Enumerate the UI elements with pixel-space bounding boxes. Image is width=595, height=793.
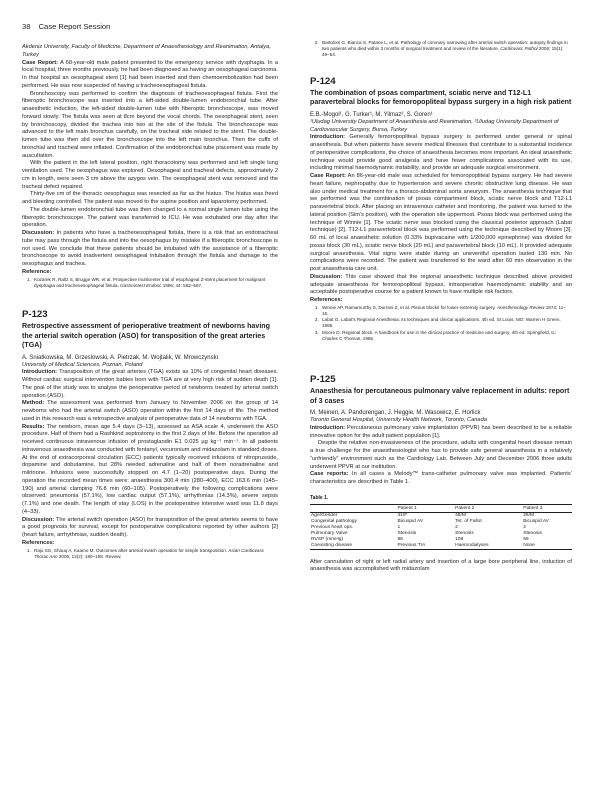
right-column <box>310 40 572 574</box>
reference-item <box>320 305 572 317</box>
p122-case-report-label: Case Report: <box>22 59 59 66</box>
p122-para4: Thirty-five cm of the thoracic oesophagus was resected as far as the hiatus. The hiatus was freed and bleeding controlled. The patient was moved to the supine position and laparotomy performed. <box>22 191 278 205</box>
p123-authors: A. Sniatkowska, M. Grzeslowski, A. Pietrzak, M. Wojtalik, W. Mrowczynski <box>22 354 218 361</box>
table-header-cell: Patient 1 <box>396 504 454 512</box>
p123-results <box>22 424 278 517</box>
table-cell: 46/M <box>455 512 466 518</box>
p123-reference-list <box>22 548 278 560</box>
table-cell: Stenosis <box>455 530 474 536</box>
p122-para5: The double-lumen endobronchial tube was then changed to a normal single lumen tube using the fiberoptic bronchoscope. The patient was transferred to ICU. He was extubated one day after the operation. <box>22 206 278 229</box>
p123-title: Retrospective assessment of perioperative treatment of newborns having the arterial switch operation (ASO) for transposition of the great arteries (TGA) <box>22 321 270 350</box>
p124-id: P-124 <box>310 75 336 87</box>
table-cell: Haemodialyses <box>454 543 522 549</box>
reference-journal: Cardiovasc Pathol <box>500 46 538 52</box>
table-cell: 59 <box>523 536 529 542</box>
p122-para2: Bronchoscopy was performed to confirm the diagnosis of tracheoesophageal fistula. First the fiberoptic bronchoscope was inserted into a left-sided double-lumen endobronchial tube. After anaesthetic induction, the left-sided double-lumen tube with fiberoptic bronchoscope, was moved forward slowly. The fistula was seen at 8cm beyond the vocal chords. The oesophageal stent, seen by bronchoscopy, divided the trachea into two at the site of the fistula. The bronchoscope was advanced to the left main bronchus carefully, on the tracheal side related to the stent. The double-lumen tube was then slid over the bronchoscope into the left main bronchus. Then the cuffs of bronchial and tracheal were inflated. Confirmation of the endobronchial tube placement was made by auscultation. <box>22 90 278 159</box>
table-cell: Coexisting disease <box>310 543 396 549</box>
p125-introduction-label: Introduction: <box>310 424 346 431</box>
p122-discussion-label: Discussion: <box>22 230 55 236</box>
table-title: Table 1. <box>310 494 329 501</box>
p124-introduction-label: Introduction: <box>310 134 346 141</box>
page-number: 38 <box>22 22 31 31</box>
reference-text: Raju SG, Shauq A, Kaamo M. Outcomes after arterial switch operation for simple transposition. <box>34 547 229 553</box>
table-cell: 41/F <box>397 512 408 518</box>
p122-affiliation: Akdeniz University, Faculty of Medicine, Department of Anaesthesiology and Reanimation, Antalya, Turkey <box>22 44 271 58</box>
reference-item <box>320 40 572 59</box>
p124-case-report-text: An 86-year-old male was scheduled for femoropopliteal bypass surgery. He had severe heart failure, nephropathy due to hypertension and severe chronic obstructive lung disease. He was also under medical treatment for a thoraco-abdominal aorta aneurysm. The anaesthesia technique that we performed was the combination of psoas compartment block, sciatic nerve block and T12-L1 paravertebral block. After placing an intravenous catheter and monitoring, the patient was turned to the lateral position (Sim's position), with the operation site uppermost. Psoas block was performed using the technique of Winnie [1]. The sciatic nerve was blocked using the classical posterior approach (Labat technique) [2]. T12-L1 paravertebral block was performed using the technique described by Moore [3]. 60 mL of local anaesthetic solution (0.33% bupivacaine with 1/200,000 epinephrine) was divided for psoas block (30 mL), sciatic nerve block (20 mL) and paravertebral block (10 mL). It provided adequate surgical anaesthesia. Vital signs were stable during an uneventful operation lasted 130 min. No complications were recorded. The patient was transferred to the ward after 60 min observation in the post anaesthesia care unit. <box>310 173 572 273</box>
p124-affiliation: ¹Uludag University Department of Anaesthesia and Reanimation, ²Uludag University Department of Cardiovascular Surgery, Bursa, Turkey <box>310 118 559 133</box>
p122-para3: With the patient in the left lateral position, right thoracotomy was performed and left single lung ventilation used. The oesophagus was explored. Oesophageal and tracheal defects, approximately 2 cm in length, were seen 3 cm above the azygos vein. The oesophageal stent was removed and the tracheal defect repaired. <box>22 160 278 190</box>
table-header-cell <box>310 504 396 512</box>
p123-discussion <box>22 517 278 540</box>
table-cell: Stenosis <box>523 530 542 536</box>
p123-id: P-123 <box>22 308 48 320</box>
p125-para2: Despite the relative non-invasiveness of the procedure, adults with congenital heart disease remain a true challenge for the anaesthesiologist who has to provide safe general anaesthesia in a relatively “unfriendly” environment such as the Cardiology Lab. Between July and December 2006 three adults underwent PPVR at our institution. <box>310 440 572 470</box>
reference-tail: 2006; 15(1): 49–54. <box>322 46 564 58</box>
p124-title: The combination of psoas compartment, sciatic nerve and T12-L1 paravertebral blocks for femoropopliteal bypass surgery in a high risk patient <box>310 88 572 107</box>
reference-tail: 1996; 44: 562–567. <box>161 282 203 288</box>
patient-characteristics-table <box>310 504 572 550</box>
reference-item <box>32 548 278 560</box>
p123-introduction <box>22 369 278 400</box>
p122-reference-label: Reference: <box>22 268 52 275</box>
p125-id: P-125 <box>310 374 336 386</box>
p123-introduction-text: Transposition of the great arteries (TGA) exists as 10% of congenital heart diseases. Without cardiac surgical intervention babies born with TGA are at very high risk of sudden death [1]. The goal of the study was to analyse the perioperative period of newborns treated by arterial switch operation (ASO). <box>22 369 278 399</box>
reference-journal: Anesthesiology Review <box>496 304 545 310</box>
table-header-cell: Patient 2 <box>454 504 522 512</box>
reference-text: Moore D. Regional block. A handbook for use in the clinical practice of medicine and surgery, 4th ed. Springfield, IL: Charles C Thomas, 1965. <box>322 329 557 341</box>
p123-results-label: Results: <box>22 423 45 430</box>
p122-reference-list <box>22 277 278 289</box>
table-cell: Bicuspid AV <box>523 518 549 524</box>
p124-references-label: References: <box>310 297 343 304</box>
table-cell: 2 <box>455 524 458 530</box>
page-header <box>22 22 110 31</box>
p124-introduction <box>310 134 572 173</box>
table-cell: 108 <box>455 536 464 542</box>
table-cell: Tet. of Fallot <box>455 518 482 524</box>
p124-case-report <box>310 173 572 274</box>
p123-method-text: The assessment was performed from January to November 2006 on the group of 14 newborns who had the arterial switch (ASO) operation within the first 14 days of life. The method used in this research was a retrospective analysis of perioperative data of 14 newborns with TGA. <box>22 400 278 422</box>
p125-case-reports-label: Case reports: <box>310 471 349 478</box>
table-row <box>310 543 572 549</box>
reference-text: Kozarek R, Raltz S, Brugge WR, et al. Prospective multicenter trial of esophageal Z-stent placement for malignant dysphagia and tracheoesophageal fistula. <box>34 276 266 288</box>
table-header-row <box>310 504 572 512</box>
p123-method <box>22 400 278 423</box>
p123-discussion-label: Discussion: <box>22 516 55 523</box>
table-header-cell: Patient 3 <box>522 504 572 512</box>
p124-introduction-text: Generally femoropopliteal bypass surgery is performed under general or spinal anaesthesia. But when patients have severe medical illnesses that contribute to a substantial incidence of perioperative complications, the choice of anaesthesia becomes more important. An ideal anaesthetic technique would provide good analgesia and have fewer complications associated with its use, including minimal haemodynamic instability, and provide an adequate surgical environment. <box>310 134 572 172</box>
p123-introduction-label: Introduction: <box>22 369 58 376</box>
p123-method-label: Method: <box>22 400 45 407</box>
p123-results-text: The newborn, mean age 5.4 days (3–13), assessed as ASA scale 4, underwent the ASO procedure. Half of them had a Rashkind septostomy in the first 2 days of life. Before the operation all received continuous intravenous infusion of prostaglandin E1 0.025 µg kg⁻¹ min⁻¹. In all patients intravenous anaesthesia was conducted with fentanyl, vecuronium and midazolam in standard doses. At the end of extracorporeal circulation (ECC) patients typically received infusions of nitroprusside, dopamine and dobutamine, but 28% needed adrenaline and half of them noradrenaline and milrinone. Infusions were successfully stopped on 4.7 (1–20) postoperative days. During the operation the recorded mean times were: anaesthesia 300.4 min (280–400), ECC 163.6 min (145–190) and arterial clamping 76.8 min (60–105). Postoperatively the following complications were observed: pneumonia (57.1%), low cardiac output (57.1%), arrhythmias (14.3%), severe sepsis (7.1%) and one death. The length of stay (LOS) in the postoperative intensive ward was 11.8 days (4–33). <box>22 423 278 515</box>
p123-reference-list-continued <box>310 40 572 59</box>
reference-text: Bartoloni G, Bianca S, Patane L, et al. Pathology of coronary narrowing after arterial switch operation: autopsy findings in two patients who died within 3 months of surgical treatment and review of the literature. <box>322 40 568 52</box>
p125-introduction <box>310 425 572 441</box>
p125-introduction-text: Percutaneous pulmonary valve implantation (PPVR) has been described to be a reliable innovative option for the adult patient population [1]. <box>310 424 572 439</box>
table-cell: 1 <box>397 524 401 530</box>
reference-tail: 1974; 11–16. <box>322 304 566 316</box>
p125-title: Anaesthesia for percutaneous pulmonary valve replacement in adults: report of 3 cases <box>310 387 570 405</box>
p125-case-reports <box>310 471 572 487</box>
reference-tail: 2005; 13(2): 190–198. Review. <box>57 553 122 559</box>
reference-text: Winnie AP, Ramamurthy S, Durrani Z, et al. Plexus blocks for lower extremity surgery. <box>322 304 497 310</box>
p123-references-label: References: <box>22 539 55 546</box>
reference-journal: Asian Cardiovasc Thorac Ann <box>34 547 265 559</box>
p125-after-table: After cannulation of right or left radial artery and insertion of a large bore peripheral line, induction of anaesthesia was accomplished with midazolam <box>310 558 572 573</box>
reference-journal: Gastrointest Endosc <box>120 282 162 288</box>
p122-discussion <box>22 230 278 269</box>
p122-discussion-text: In patients who have a tracheoesophageal fistula, there is a risk that an endotracheal tube may pass through the fistula and into the oesophagus by mistake if a fiberoptic bronchoscope is not used. We conclude that these patients should be intubated with the assistance of a fiberoptic bronchoscope to avoid inadvertent oesophageal intubation through the fistula and damage to the oesophagus and trachea. <box>22 230 278 267</box>
p122-case-report <box>22 60 278 91</box>
left-column <box>22 44 278 560</box>
p124-discussion <box>310 274 572 297</box>
reference-item <box>320 330 572 342</box>
table-cell: Stenosis <box>397 530 417 536</box>
table-cell: None <box>522 543 572 549</box>
table-cell: 26/M <box>523 512 535 518</box>
p123-affiliation: University of Medical Sciences, Poznan, Poland <box>22 361 143 368</box>
p124-case-report-label: Case Report: <box>310 173 346 180</box>
table-cell: Previous TIA <box>396 543 454 549</box>
table-cell: 2 <box>523 524 526 530</box>
table-cell: Previous heart ops. <box>311 524 354 530</box>
p123-discussion-text: The arterial switch operation (ASO) for transposition of the great arteries seems to have a good prognosis for survival, except for postoperative complications reported by other authors [2] (heart failure, arrhythmias, sudden death). <box>22 516 278 539</box>
table-cell: Bicuspid AV <box>397 518 424 524</box>
reference-item <box>320 317 572 329</box>
reference-text: Labat G. Labat's Regional Anesthesia: its techniques and clinical applications. 4th ed. St Louis, MO: Warren H Green, 1985. <box>322 317 561 329</box>
p124-authors: E.B.-Mogol¹, G. Turker¹, M. Yilmaz², S. Goren¹ <box>310 111 433 118</box>
running-title: Case Report Session <box>38 22 111 31</box>
table-cell: 88 <box>397 536 403 542</box>
p125-authors: M. Meineri, A. Pandurengan, J. Heggie, M. Wasowicz, E. Horlick <box>310 410 481 417</box>
reference-item <box>32 277 278 289</box>
table-cell: RVSP (mmHg) <box>311 536 344 542</box>
p124-discussion-text: This case showed that the regional anaesthetic technique described above provided adequate anaesthesia for femoropopliteal bypass, intraoperative haemodynamic stability and an acceptable postoperative course for a patient known to have multiple risk factors. <box>310 273 572 296</box>
table-cell: Pulmonary Valve <box>311 530 348 536</box>
table-cell: Congenital pathology <box>311 518 357 524</box>
p122-case-report-text: A 68-year-old male patient presented to the emergency service with dysphagia. In a local hospital, three months previously, he had been diagnosed as having an oesophageal carcinoma. In that hospital an oesophageal stent [1] had been inserted and then chemoembolization had been performed. He was now suspected of having a tracheoesophageal fistula. <box>22 59 279 89</box>
p124-reference-list <box>310 305 572 342</box>
table-cell: Age/Gender <box>311 512 338 518</box>
p125-case-reports-text: In all cases a Melody™ trans-catheter pulmonary valve was implanted. Patients’ characteristics are described in Table 1. <box>310 471 572 486</box>
p125-affiliation: Toronto General Hospital, University Health Network, Toronto, Canada <box>310 417 487 424</box>
p124-discussion-label: Discussion: <box>310 273 343 280</box>
